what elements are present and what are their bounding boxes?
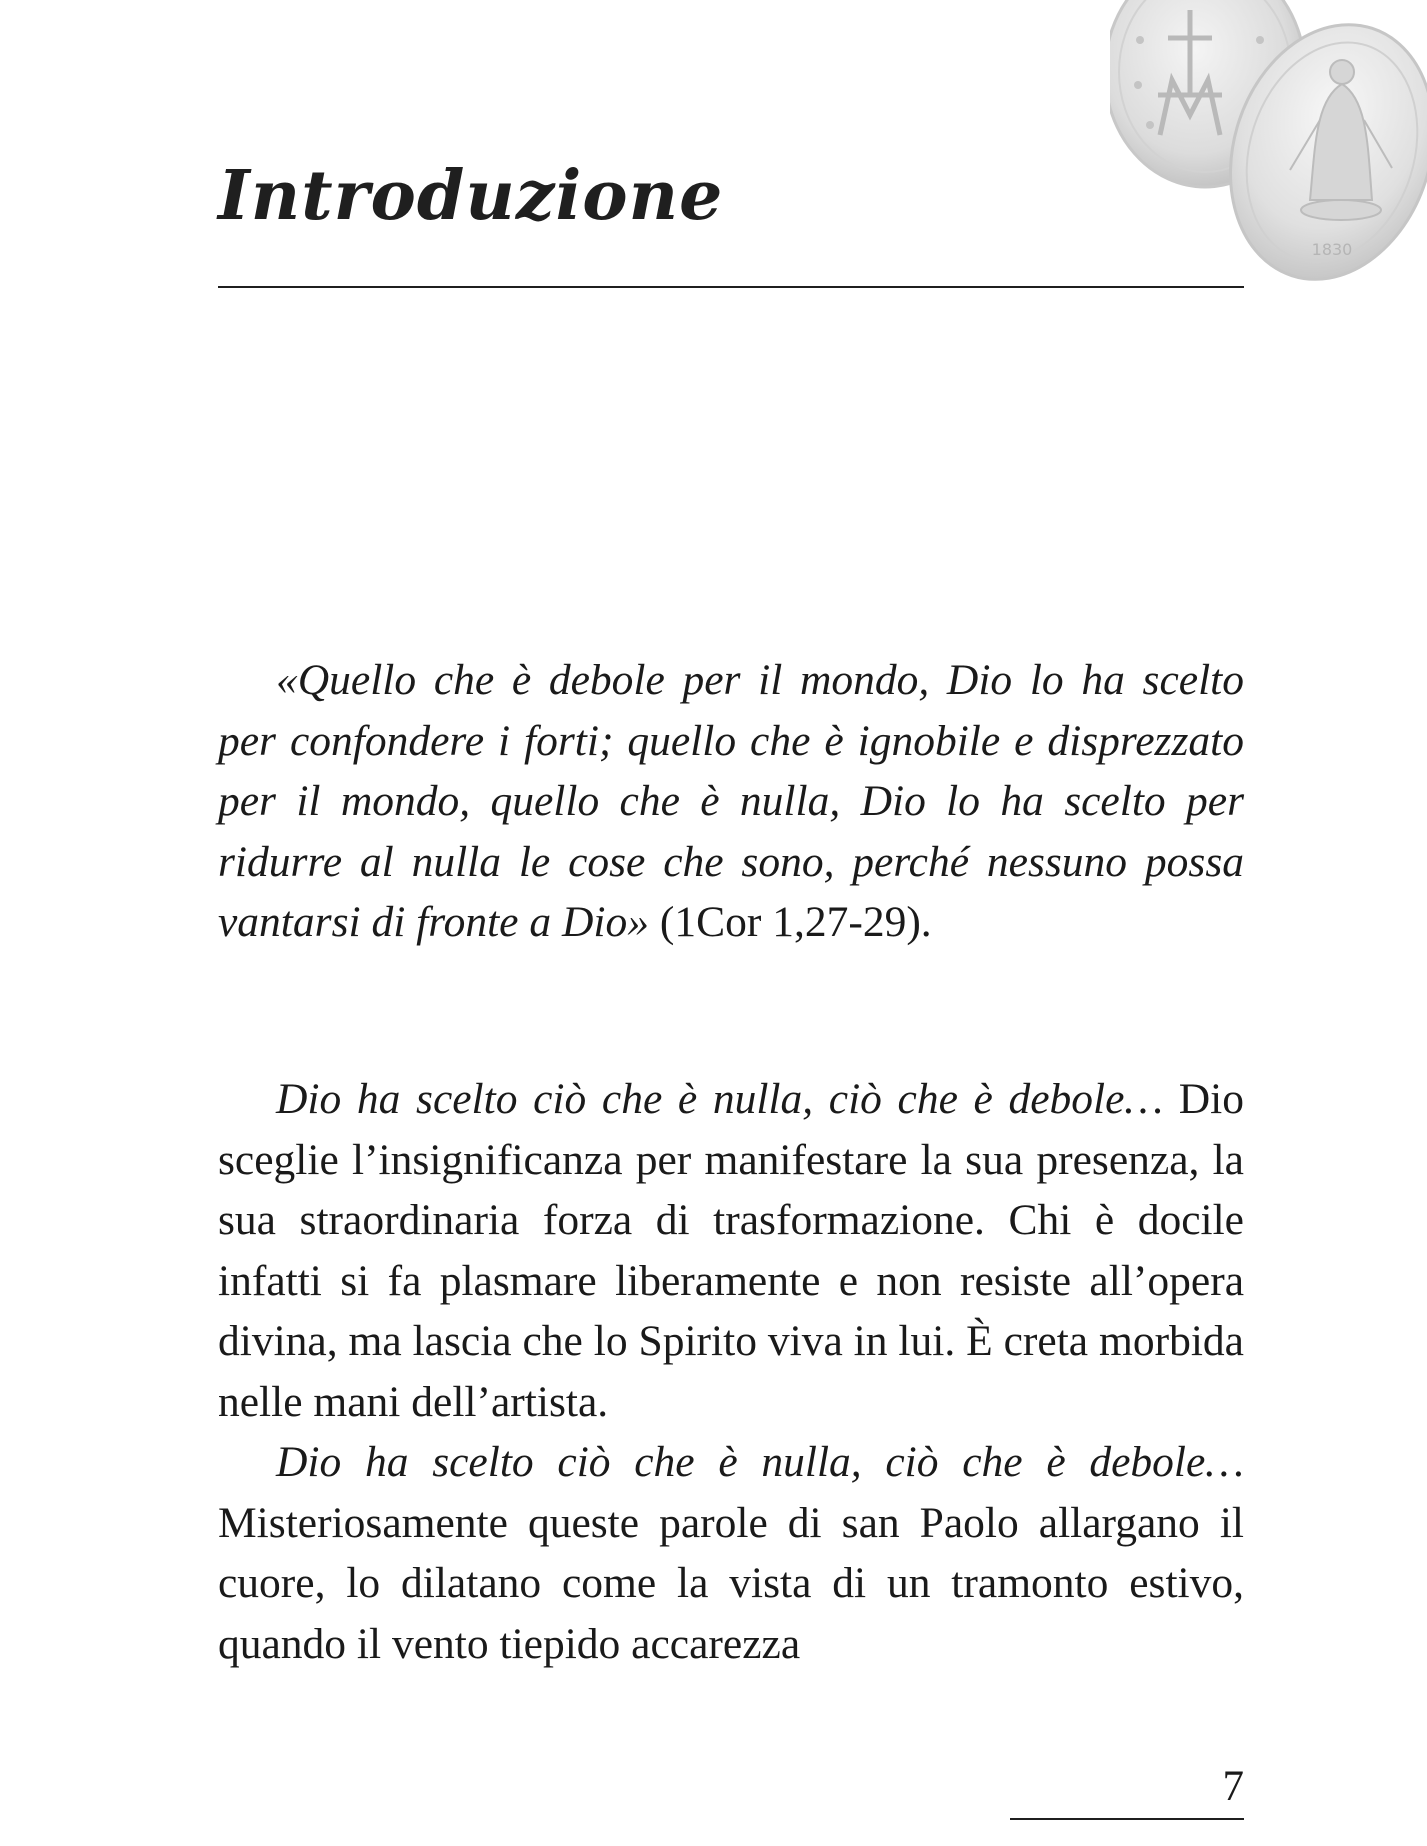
page-title: Introduzione	[218, 156, 724, 236]
miraculous-medal-illustration	[1110, 0, 1427, 300]
paragraph-lead: Dio ha scelto ciò che è nulla, ciò che è debole…	[276, 1438, 1244, 1486]
paragraph-text: Misteriosamente queste parole di san Paolo allargano il cuore, lo dilatano come la vista di un tramonto estivo, quando il vento tiepido accarezza	[218, 1498, 1244, 1668]
paragraph-lead: Dio ha scelto ciò che è nulla, ciò che è debole…	[276, 1075, 1164, 1123]
paragraph-1	[218, 1069, 1244, 1432]
quote-reference: (1Cor 1,27-29).	[659, 898, 932, 946]
medal-year: 1830	[1311, 240, 1353, 259]
paragraph-text: Dio sceglie l’insignificanza per manifestare la sua presenza, la sua straordinaria forza di trasformazione. Chi è docile infatti si fa plasmare liberamente e non resiste all’opera divina, ma lascia che lo Spirito viva in lui. È creta morbida nelle mani dell’artista.	[218, 1075, 1244, 1426]
page-number-rule	[1010, 1818, 1244, 1820]
body-paragraphs	[218, 1069, 1244, 1674]
epigraph-quote	[218, 650, 1244, 953]
page-number: 7	[1222, 1763, 1244, 1810]
paragraph-2	[218, 1432, 1244, 1674]
title-divider	[218, 286, 1244, 288]
quote-text: «Quello che è debole per il mondo, Dio lo ha scelto per confondere i forti; quello che è ignobile e disprezzato per il mondo, quello che è nulla, Dio lo ha scelto per ridurre al nulla le cose che sono, perché nessuno possa vantarsi di fronte a Dio»	[218, 656, 1244, 946]
